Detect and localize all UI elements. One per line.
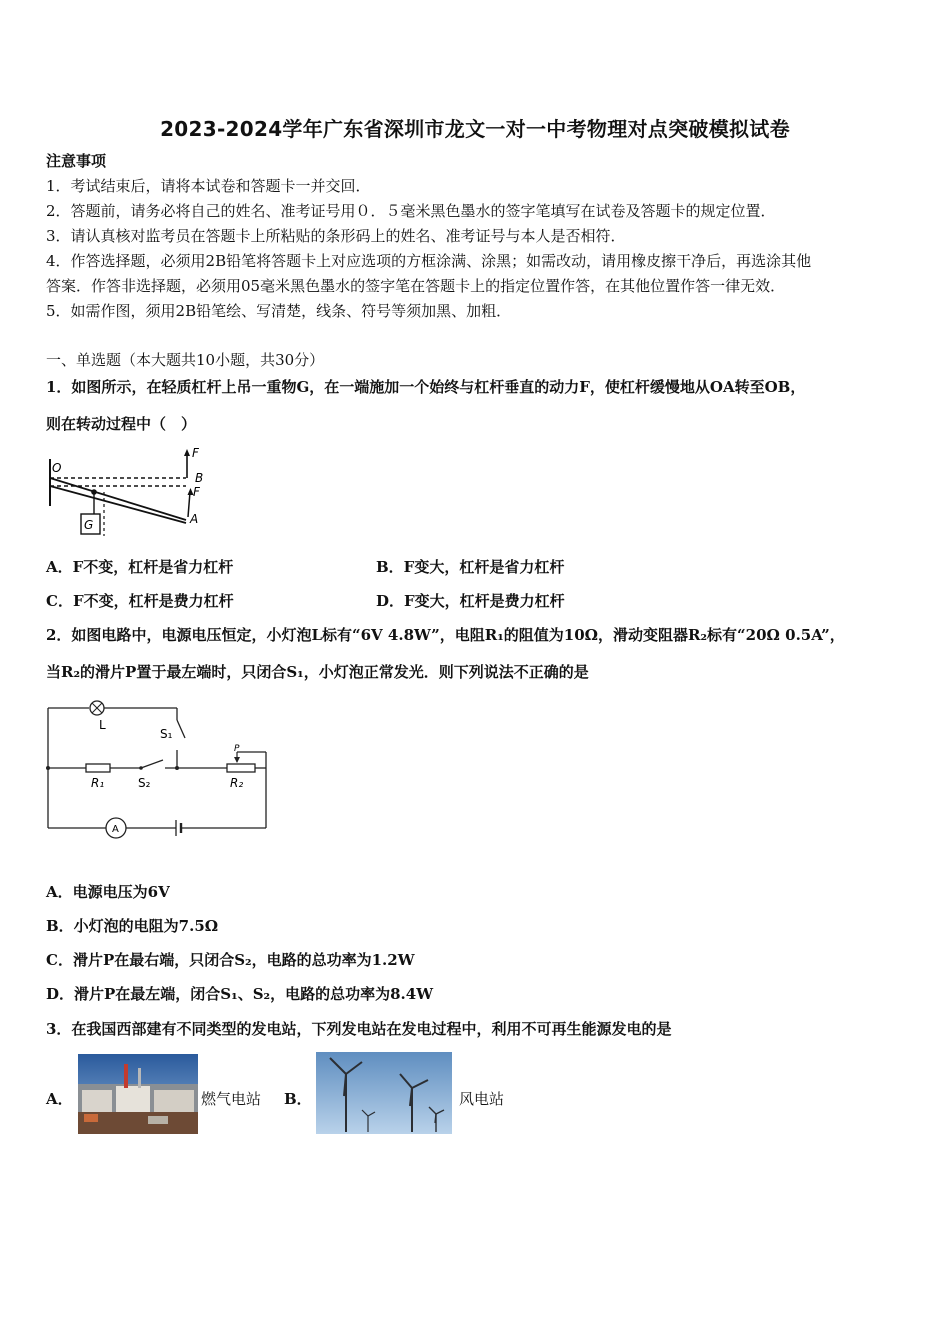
q1-option-c[interactable]: C．F不变，杠杆是费力杠杆 — [46, 592, 234, 610]
q3-stem: 3．在我国西部建有不同类型的发电站，下列发电站在发电过程中，利用不可再生能源发电的是 — [46, 1020, 672, 1038]
q2-label-s2: S₂ — [138, 776, 151, 790]
notice-item: 1．考试结束后，请将本试卷和答题卡一并交回． — [46, 177, 371, 195]
q1-lever-figure — [44, 444, 214, 540]
notice-item: 2．答题前，请务必将自己的姓名、准考证号用０．５毫米黑色墨水的签字笔填写在试卷及答题卡的规定位置． — [46, 202, 776, 220]
notice-item: 3．请认真核对监考员在答题卡上所粘贴的条形码上的姓名、准考证号与本人是否相符． — [46, 227, 626, 245]
q2-option-a[interactable]: A．电源电压为6V — [46, 883, 170, 901]
q1-option-b[interactable]: B．F变大，杠杆是省力杠杆 — [376, 558, 565, 576]
page-title: 2023-2024学年广东省深圳市龙文一对一中考物理对点突破模拟试卷 — [160, 117, 790, 141]
q2-circuit-figure — [44, 698, 274, 844]
q2-stem-line2: 当R₂的滑片P置于最左端时，只闭合S₁，小灯泡正常发光．则下列说法不正确的是 — [46, 663, 589, 681]
q3-option-b-letter[interactable]: B． — [284, 1090, 312, 1108]
q3-option-a-caption: 燃气电站 — [201, 1090, 262, 1108]
q2-label-s1: S₁ — [160, 727, 173, 741]
q2-stem-line1: 2．如图电路中，电源电压恒定，小灯泡L标有“6V 4.8W”，电阻R₁的阻值为10Ω，滑动变阻器R₂标有“20Ω 0.5A”， — [46, 626, 845, 644]
q2-label-p: P — [234, 744, 240, 754]
q1-label-g: G — [84, 518, 94, 532]
q1-label-b: B — [195, 471, 204, 485]
wind-farm-photo — [316, 1052, 452, 1134]
q2-label-l: L — [99, 718, 106, 732]
notice-item: 5．如需作图，须用2B铅笔绘、写清楚，线条、符号等须加黑、加粗． — [46, 302, 512, 320]
q1-stem-line1: 1．如图所示，在轻质杠杆上吊一重物G，在一端施加一个始终与杠杆垂直的动力F，使杠杆缓慢地从OA转至OB， — [46, 378, 806, 396]
q1-stem-line2: 则在转动过程中（ ） — [46, 415, 197, 433]
q2-option-b[interactable]: B．小灯泡的电阻为7.5Ω — [46, 917, 219, 935]
q2-option-c[interactable]: C．滑片P在最右端，只闭合S₂，电路的总功率为1.2W — [46, 951, 415, 969]
q1-label-f-low: F — [193, 485, 200, 499]
q1-label-o: O — [52, 461, 62, 475]
q1-label-a: A — [190, 512, 199, 526]
q2-label-r2: R₂ — [230, 776, 244, 790]
q1-option-a[interactable]: A．F不变，杠杆是省力杠杆 — [46, 558, 234, 576]
notice-item: 4．作答选择题，必须用2B铅笔将答题卡上对应选项的方框涂满、涂黑；如需改动，请用橡皮擦干净后，再选涂其他 — [46, 252, 812, 270]
notice-item: 答案．作答非选择题，必须用05毫米黑色墨水的签字笔在答题卡上的指定位置作答，在其他位置作答一律无效． — [46, 277, 786, 295]
q3-option-b-caption: 风电站 — [459, 1090, 505, 1108]
q2-option-d[interactable]: D．滑片P在最左端，闭合S₁、S₂，电路的总功率为8.4W — [46, 985, 434, 1003]
q1-label-f-top: F — [192, 446, 199, 460]
section-heading: 一、单选题（本大题共10小题，共30分） — [46, 351, 325, 369]
q1-option-d[interactable]: D．F变大，杠杆是费力杠杆 — [376, 592, 565, 610]
gas-power-station-photo — [78, 1054, 198, 1134]
q3-option-a-letter[interactable]: A． — [46, 1090, 73, 1108]
q2-label-r1: R₁ — [91, 776, 105, 790]
q2-label-ammeter: A — [112, 824, 119, 835]
notice-heading: 注意事项 — [46, 152, 107, 170]
